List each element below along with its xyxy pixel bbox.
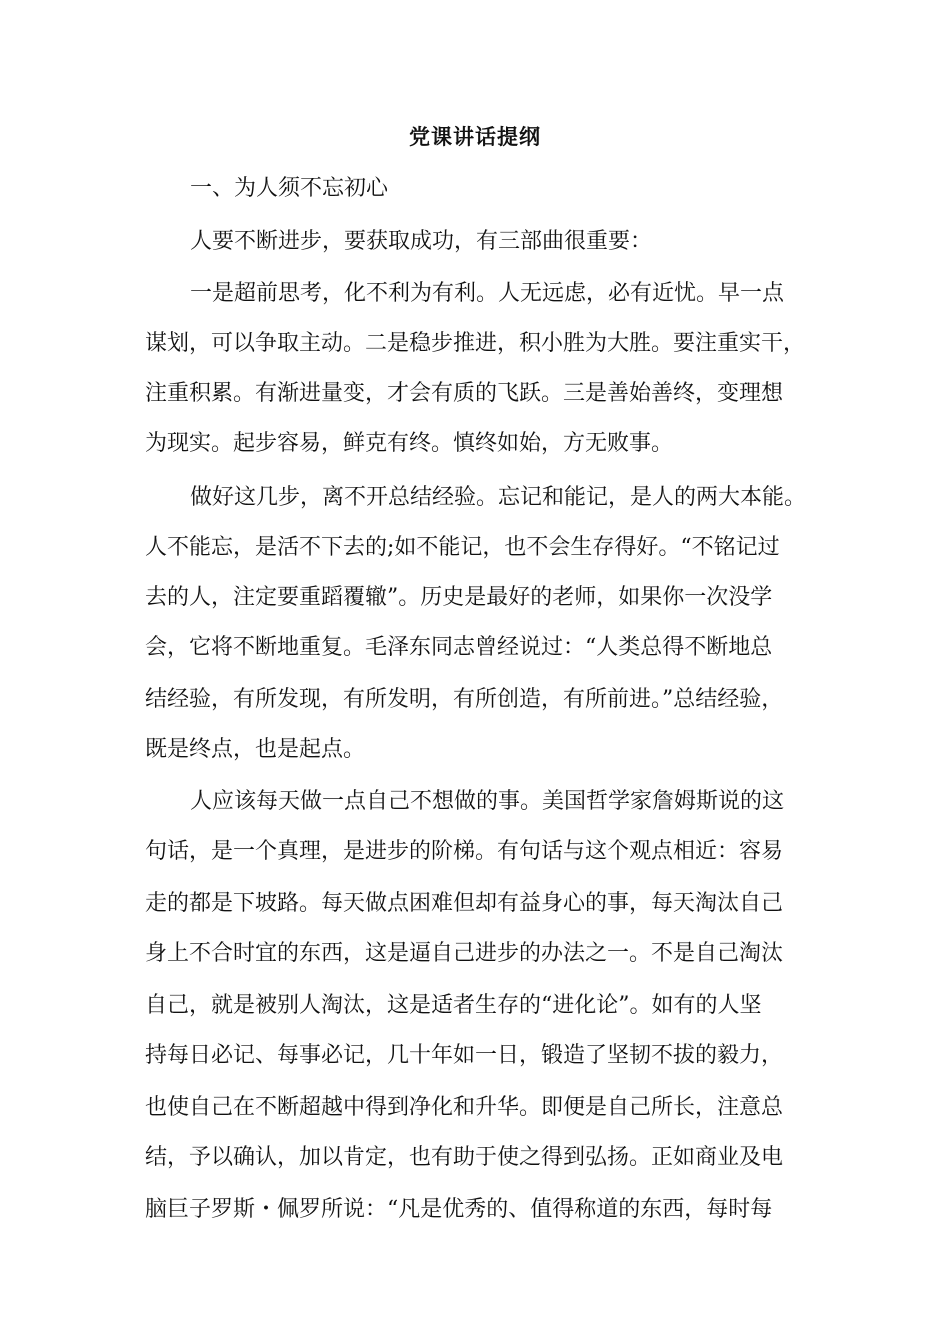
paragraph-line: 注重积累。有渐进量变，才会有质的飞跃。三是善始善终，变理想 <box>145 381 784 406</box>
paragraph-line: 结，予以确认，加以肯定，也有助于使之得到弘扬。正如商业及电 <box>145 1145 784 1170</box>
paragraph-line: 人应该每天做一点自己不想做的事。美国哲学家詹姆斯说的这 <box>190 789 785 814</box>
paragraph-line: 人不能忘，是活不下去的;如不能记，也不会生存得好。“不铭记过 <box>145 535 780 560</box>
paragraph-line: 句话，是一个真理，是进步的阶梯。有句话与这个观点相近：容易 <box>145 839 784 864</box>
paragraph-line: 走的都是下坡路。每天做点困难但却有益身心的事，每天淘汰自己 <box>145 891 784 916</box>
paragraph-line: 谋划，可以争取主动。二是稳步推进，积小胜为大胜。要注重实干， <box>145 331 806 356</box>
paragraph-line: 人要不断进步，要获取成功，有三部曲很重要： <box>190 229 653 254</box>
paragraph-line: 既是终点，也是起点。 <box>145 737 366 762</box>
paragraph-line: 做好这几步，离不开总结经验。忘记和能记，是人的两大本能。 <box>190 485 807 510</box>
document-title: 党课讲话提纲 <box>409 124 541 149</box>
paragraph-line: 去的人，注定要重蹈覆辙”。历史是最好的老师，如果你一次没学 <box>145 585 773 610</box>
section-heading: 一、为人须不忘初心 <box>190 176 389 201</box>
paragraph-line: 结经验，有所发现，有所发明，有所创造，有所前进。”总结经验， <box>145 687 784 712</box>
paragraph-line: 也使自己在不断超越中得到净化和升华。即便是自己所长，注意总 <box>145 1095 784 1120</box>
paragraph-line: 持每日必记、每事必记，几十年如一日，锻造了坚韧不拔的毅力， <box>145 1043 784 1068</box>
paragraph-line: 一是超前思考，化不利为有利。人无远虑，必有近忧。早一点 <box>190 281 785 306</box>
paragraph-line: 身上不合时宜的东西，这是逼自己进步的办法之一。不是自己淘汰 <box>145 941 784 966</box>
paragraph-line: 自己，就是被别人淘汰，这是适者生存的“进化论”。如有的人坚 <box>145 993 762 1018</box>
paragraph-line: 脑巨子罗斯・佩罗所说：“凡是优秀的、值得称道的东西，每时每 <box>145 1197 773 1222</box>
paragraph-line: 为现实。起步容易，鲜克有终。慎终如始，方无败事。 <box>145 431 674 456</box>
paragraph-line: 会，它将不断地重复。毛泽东同志曾经说过：“人类总得不断地总 <box>145 635 773 660</box>
